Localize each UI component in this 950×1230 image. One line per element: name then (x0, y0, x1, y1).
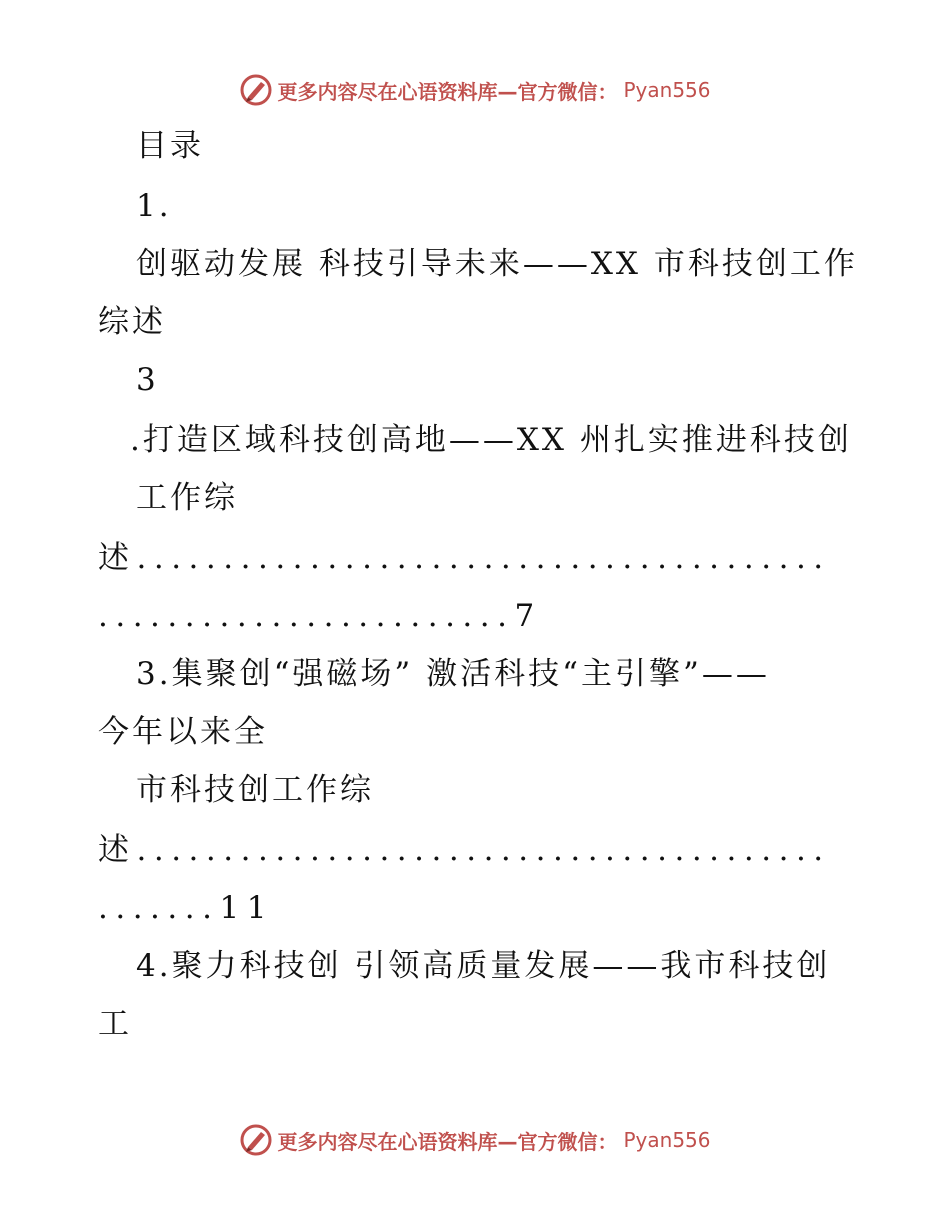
watermark-text: 更多内容尽在心语资料库—官方微信： (277, 79, 618, 104)
toc-line: 3 (136, 362, 159, 398)
toc-leader-line: 述........................................ (98, 540, 831, 576)
toc-line: 工 (98, 1006, 132, 1042)
toc-heading: 目录 (136, 128, 204, 164)
toc-line: 今年以来全 (98, 714, 268, 750)
toc-line: 3.集聚创“强磁场” 激活科技“主引擎”—— (136, 656, 770, 692)
toc-line: 创驱动发展 科技引导未来——XX 市科技创工作 (136, 246, 858, 282)
toc-leader-line: ........................7 (98, 598, 542, 634)
toc-line: 综述 (98, 304, 166, 340)
header-watermark (0, 70, 950, 110)
watermark-text: 更多内容尽在心语资料库—官方微信： (277, 1129, 618, 1154)
watermark-wechat-id: Pyan556 (623, 78, 711, 102)
watermark-wechat-id: Pyan556 (623, 1128, 711, 1152)
toc-leader-line: .......11 (98, 890, 274, 926)
toc-line: 工作综 (136, 480, 238, 516)
toc-line: 4.聚力科技创 引领高质量发展——我市科技创 (136, 948, 831, 984)
footer-watermark (0, 1120, 950, 1160)
toc-leader-line: 述........................................ (98, 832, 831, 868)
pen-logo-icon (239, 73, 273, 107)
toc-line: .打造区域科技创高地——XX 州扎实推进科技创 (130, 422, 852, 458)
pen-logo-icon (239, 1123, 273, 1157)
toc-line: 市科技创工作综 (136, 772, 374, 808)
toc-line: 1. (136, 188, 172, 224)
